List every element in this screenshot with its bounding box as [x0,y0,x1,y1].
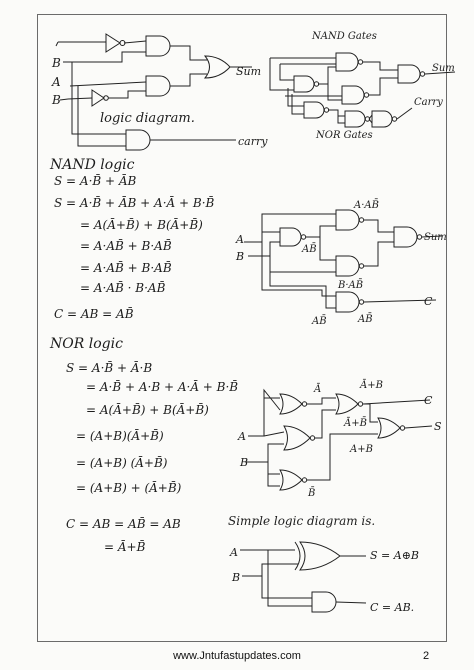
sum-label: Sum [236,65,262,78]
right-notes [228,31,455,614]
impl-b: B [236,250,245,263]
nor-line-2: = A·B̄ + A·B + A·Ā + B·B̄ [86,380,239,394]
nor-line-4: = (A+B)(Ā+B̄) [76,429,164,443]
nand-gate-label-5: AB̄ [358,314,373,325]
nand-line-2: S = A·B̄ + ĀB + A·Ā + B·B̄ [54,196,215,210]
carry-label: carry [238,135,268,148]
or-gate [205,56,230,78]
nor-b: B [240,456,249,469]
impl-carry-label: C [424,295,433,308]
nor-gate-label-5: B̄ [308,488,316,499]
nand-sum-label: Sum [432,63,455,74]
not-gate-low [92,90,104,106]
simple-carry-eq: C = AB. [370,601,415,614]
simple-sum-eq: S = A⊕B [370,549,419,562]
simple-a: A [230,546,238,559]
nor-gate-label-3: Ā+B̄ [344,418,367,429]
nand-gate-label-1: A·AB̄ [354,200,379,211]
nor-line-5: = (A+B) (Ā+B̄) [76,456,168,470]
nor-implementation-diagram [246,390,432,490]
label-b: B [52,93,61,107]
nand-gate-label-4: AB̄ [312,316,327,327]
nand-heading: NAND logic [50,157,135,173]
nand-carry-label: Carry [414,97,443,108]
nand-gates-title: NAND Gates [312,31,377,42]
nand-half-adder-diagram [270,53,455,127]
nand-gate-label-3: B·AB̄ [338,280,364,291]
and-gate-mid [146,76,170,96]
nor-line-7: C = AB = AB̄ = AB [66,517,181,531]
impl-sum-label: Sum [424,232,447,243]
simple-b: B [232,571,241,584]
simple-logic-diagram [240,542,366,612]
page-number: 2 [423,650,430,662]
label-b-top: B [52,56,61,70]
nor-gates-title: NOR Gates [316,130,373,141]
logic-diagram-caption: logic diagram. [100,111,195,126]
not-gate-top [106,34,120,52]
nand-line-4: = A·AB̄ + B·AB̄ [80,239,172,253]
nor-heading: NOR logic [50,336,123,352]
nor-gate-label-2: Ā+B [360,380,383,391]
nor-line-8: = Ā+B̄ [104,540,146,554]
half-adder-logic-diagram [56,34,252,150]
nand-line-6: = A·AB̄ · B·AB̄ [80,281,166,295]
label-a: A [52,75,61,89]
and-gate-top [146,36,170,56]
nor-gate-label-4: A+B [350,444,373,455]
nand-line-5: = A·AB̄ + B·AB̄ [80,261,172,275]
nor-a: A [238,430,246,443]
nand-line-7: C = AB = AB̄ [54,307,134,321]
nor-carry-label: C [424,394,433,407]
footer-url: www.Jntufastupdates.com [173,650,301,662]
nand-line-3: = A(Ā+B̄) + B(Ā+B̄) [80,218,203,232]
impl-a: A [236,233,244,246]
left-notes [49,56,268,554]
nor-line-1: S = A·B̄ + Ā·B [66,361,153,375]
nand-line-1: S = A·B̄ + ĀB [54,174,137,188]
nand-gate-label-2: AB̄ [302,244,317,255]
nand-implementation-diagram [244,210,442,312]
and-gate-carry [126,130,150,150]
nor-line-6: = (A+B) + (Ā+B̄) [76,481,182,495]
nor-sum-label: S [434,420,442,433]
nor-gate-label-1: Ā [314,384,322,395]
simple-heading: Simple logic diagram is. [228,514,376,528]
nor-line-3: = A(Ā+B̄) + B(Ā+B̄) [86,403,209,417]
